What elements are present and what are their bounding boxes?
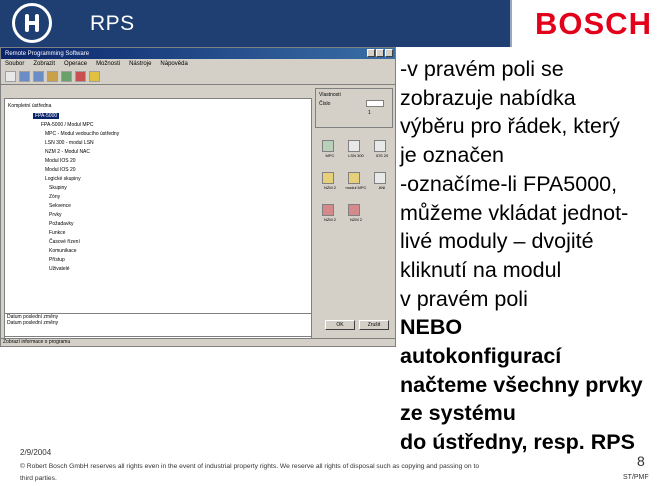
module-tile[interactable]: ANI xyxy=(369,172,391,194)
menu-item[interactable]: Zobrazit xyxy=(33,61,56,67)
desc-line: je označen xyxy=(400,143,504,168)
footer-date: 2/9/2004 xyxy=(20,448,52,457)
desc-line: livé moduly – dvojité xyxy=(400,229,594,254)
footer-department: ST/PMF xyxy=(623,474,649,481)
module-tile[interactable]: NZM 2 xyxy=(317,204,339,226)
group-title: Vlastnosti xyxy=(319,92,341,98)
number-value: 1 xyxy=(368,110,371,116)
module-icon xyxy=(348,140,360,152)
tree-item[interactable]: Modul IOS 20 xyxy=(45,158,76,164)
footer-copyright: © Robert Bosch GmbH reserves all rights even in the event of industrial property rights. We reserve all rights of disposal such as copying and passing on to third parties. xyxy=(20,463,480,482)
module-tile[interactable]: LSN 300 xyxy=(343,140,365,162)
app-window-title: Remote Programming Software xyxy=(5,50,90,57)
tree-item[interactable]: NZM 2 - Modul NAC xyxy=(45,149,91,155)
print-icon[interactable] xyxy=(47,71,58,82)
page-number: 8 xyxy=(637,453,645,469)
tree-item[interactable]: Modul IOS 20 xyxy=(45,167,76,173)
app-menubar xyxy=(1,59,395,69)
desc-line-bold: do ústředny, resp. RPS xyxy=(400,430,635,455)
number-input[interactable] xyxy=(366,100,384,116)
tree-item[interactable]: Požadavky xyxy=(49,221,74,227)
tree-item[interactable]: Prvky xyxy=(49,212,62,218)
module-icon xyxy=(322,140,334,152)
app-screenshot xyxy=(0,47,396,347)
desc-line-bold: NEBO xyxy=(400,315,463,340)
log-panel xyxy=(4,313,312,337)
module-panel xyxy=(315,88,393,347)
tree-item[interactable]: Logické skupiny xyxy=(45,176,81,182)
config-tree xyxy=(4,98,312,347)
module-icon xyxy=(374,140,386,152)
module-tile[interactable]: NZM 2 xyxy=(317,172,339,194)
desc-line-bold: ze systému xyxy=(400,401,516,426)
tree-item-selected[interactable]: FPA-5000 xyxy=(35,113,58,119)
desc-line: výběru pro řádek, který xyxy=(400,114,620,139)
log-line: Datum poslední změny xyxy=(7,320,59,326)
module-icon xyxy=(322,204,334,216)
menu-item[interactable]: Možnosti xyxy=(96,61,121,67)
desc-line: kliknutí na modul xyxy=(400,257,562,282)
properties-group xyxy=(315,88,393,128)
slide-header xyxy=(0,0,672,47)
module-tile[interactable]: IOS 20 xyxy=(369,140,391,162)
minimize-icon[interactable] xyxy=(367,49,375,57)
log-line: Datum poslední změny xyxy=(7,314,59,320)
tree-item[interactable]: Skupiny xyxy=(49,185,67,191)
tree-item[interactable]: LSN 300 - modul LSN xyxy=(45,140,94,146)
menu-item[interactable]: Nástroje xyxy=(129,61,152,67)
tree-item[interactable]: Časové řízení xyxy=(49,239,80,245)
bosch-armature-logo xyxy=(12,3,52,43)
app-titlebar xyxy=(1,48,395,59)
new-icon[interactable] xyxy=(5,71,16,82)
module-icon xyxy=(322,172,334,184)
close-icon[interactable] xyxy=(385,49,393,57)
module-icon xyxy=(374,172,386,184)
tree-item[interactable]: Uživatelé xyxy=(49,266,70,272)
tree-item[interactable]: MPC - Modul vedoucího ústředny xyxy=(45,131,120,137)
maximize-icon[interactable] xyxy=(376,49,384,57)
module-icon xyxy=(348,172,360,184)
header-band xyxy=(0,0,510,47)
open-icon[interactable] xyxy=(19,71,30,82)
tree-item[interactable]: Kompletní ústředna xyxy=(8,103,52,109)
module-tile[interactable]: modul MPC xyxy=(343,172,365,194)
connect-icon[interactable] xyxy=(61,71,72,82)
app-toolbar xyxy=(1,69,395,85)
desc-line: -označíme-li FPA5000, xyxy=(400,171,618,196)
menu-item[interactable]: Soubor xyxy=(5,61,25,67)
number-label: Číslo xyxy=(319,101,331,107)
menu-item[interactable]: Nápověda xyxy=(160,61,188,67)
ok-button[interactable]: OK xyxy=(325,320,355,330)
menu-item[interactable]: Operace xyxy=(64,61,88,67)
tree-item[interactable]: Zóny xyxy=(49,194,61,200)
disconnect-icon[interactable] xyxy=(75,71,86,82)
desc-line: -v pravém poli se xyxy=(400,57,564,81)
brand-logo: BOSCH xyxy=(535,6,652,41)
module-tile[interactable]: NZM 2 xyxy=(343,204,365,226)
desc-line: v pravém poli xyxy=(400,286,528,311)
help-icon[interactable] xyxy=(89,71,100,82)
slide-title: RPS xyxy=(90,12,135,35)
desc-line-bold: autokonfigurací xyxy=(400,344,562,369)
tree-item[interactable]: FPA-5000 / Modul MPC xyxy=(41,122,94,128)
tree-item[interactable]: Komunikace xyxy=(49,248,77,254)
app-statusbar: Zobrazí informace o programu xyxy=(1,338,396,346)
header-divider xyxy=(510,0,512,47)
cancel-button[interactable]: Zrušit xyxy=(359,320,389,330)
module-icon xyxy=(348,204,360,216)
module-tile[interactable]: MPC xyxy=(317,140,339,162)
description-text xyxy=(400,55,672,457)
desc-line: zobrazuje nabídka xyxy=(400,85,576,110)
save-icon[interactable] xyxy=(33,71,44,82)
desc-line: můžeme vkládat jednot- xyxy=(400,200,629,225)
desc-line-bold: načteme všechny prvky xyxy=(400,372,643,397)
tree-item[interactable]: Sekvence xyxy=(49,203,71,209)
tree-item[interactable]: Přístup xyxy=(49,257,65,263)
tree-item[interactable]: Funkce xyxy=(49,230,66,236)
